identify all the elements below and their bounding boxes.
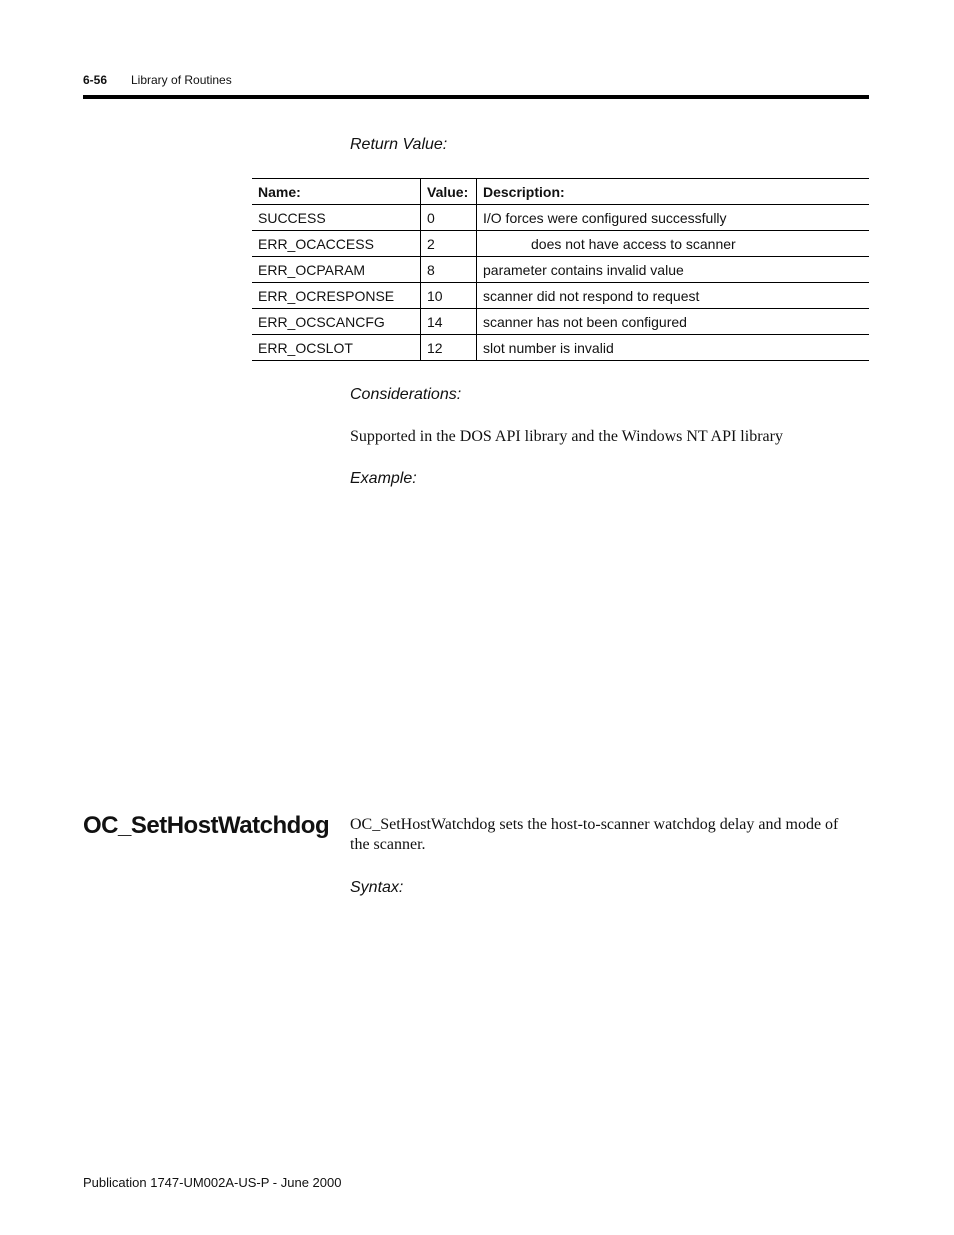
cell-description <box>477 231 870 257</box>
cell-description: scanner has not been configured <box>477 309 870 335</box>
cell-name: ERR_OCRESPONSE <box>252 283 421 309</box>
cell-value: 10 <box>421 283 477 309</box>
return-value-table <box>252 178 869 361</box>
cell-name: ERR_OCSLOT <box>252 335 421 361</box>
page-number: 6-56 <box>83 73 108 87</box>
return-value-label: Return Value: <box>350 136 448 153</box>
table-row <box>252 257 869 283</box>
table-row <box>252 309 869 335</box>
column-header-value: Value: <box>421 179 477 205</box>
column-header-description: Description: <box>477 179 870 205</box>
section-title: OC_SetHostWatchdog <box>83 812 330 839</box>
cell-name: ERR_OCACCESS <box>252 231 421 257</box>
cell-description-text: does not have access to scanner <box>531 235 736 252</box>
publication-footer: Publication 1747-UM002A-US-P - June 2000 <box>83 1175 342 1190</box>
section-description: OC_SetHostWatchdog sets the host-to-scanner watchdog delay and mode of the scanner. <box>350 816 839 853</box>
cell-value: 8 <box>421 257 477 283</box>
cell-description: scanner did not respond to request <box>477 283 870 309</box>
cell-value: 0 <box>421 205 477 231</box>
cell-description: parameter contains invalid value <box>477 257 870 283</box>
example-label: Example: <box>350 470 417 487</box>
syntax-label: Syntax: <box>350 879 404 896</box>
cell-value: 12 <box>421 335 477 361</box>
column-header-name: Name: <box>252 179 421 205</box>
table-row <box>252 335 869 361</box>
cell-description: I/O forces were configured successfully <box>477 205 870 231</box>
considerations-text: Supported in the DOS API library and the Windows NT API library <box>350 428 783 445</box>
header-rule <box>83 95 869 99</box>
table-header-row <box>252 179 869 205</box>
cell-description: slot number is invalid <box>477 335 870 361</box>
cell-name: SUCCESS <box>252 205 421 231</box>
table-row <box>252 231 869 257</box>
cell-name: ERR_OCSCANCFG <box>252 309 421 335</box>
chapter-title: Library of Routines <box>131 73 232 87</box>
table-row <box>252 205 869 231</box>
cell-value: 2 <box>421 231 477 257</box>
cell-name: ERR_OCPARAM <box>252 257 421 283</box>
considerations-label: Considerations: <box>350 386 462 403</box>
cell-value: 14 <box>421 309 477 335</box>
table-row <box>252 283 869 309</box>
